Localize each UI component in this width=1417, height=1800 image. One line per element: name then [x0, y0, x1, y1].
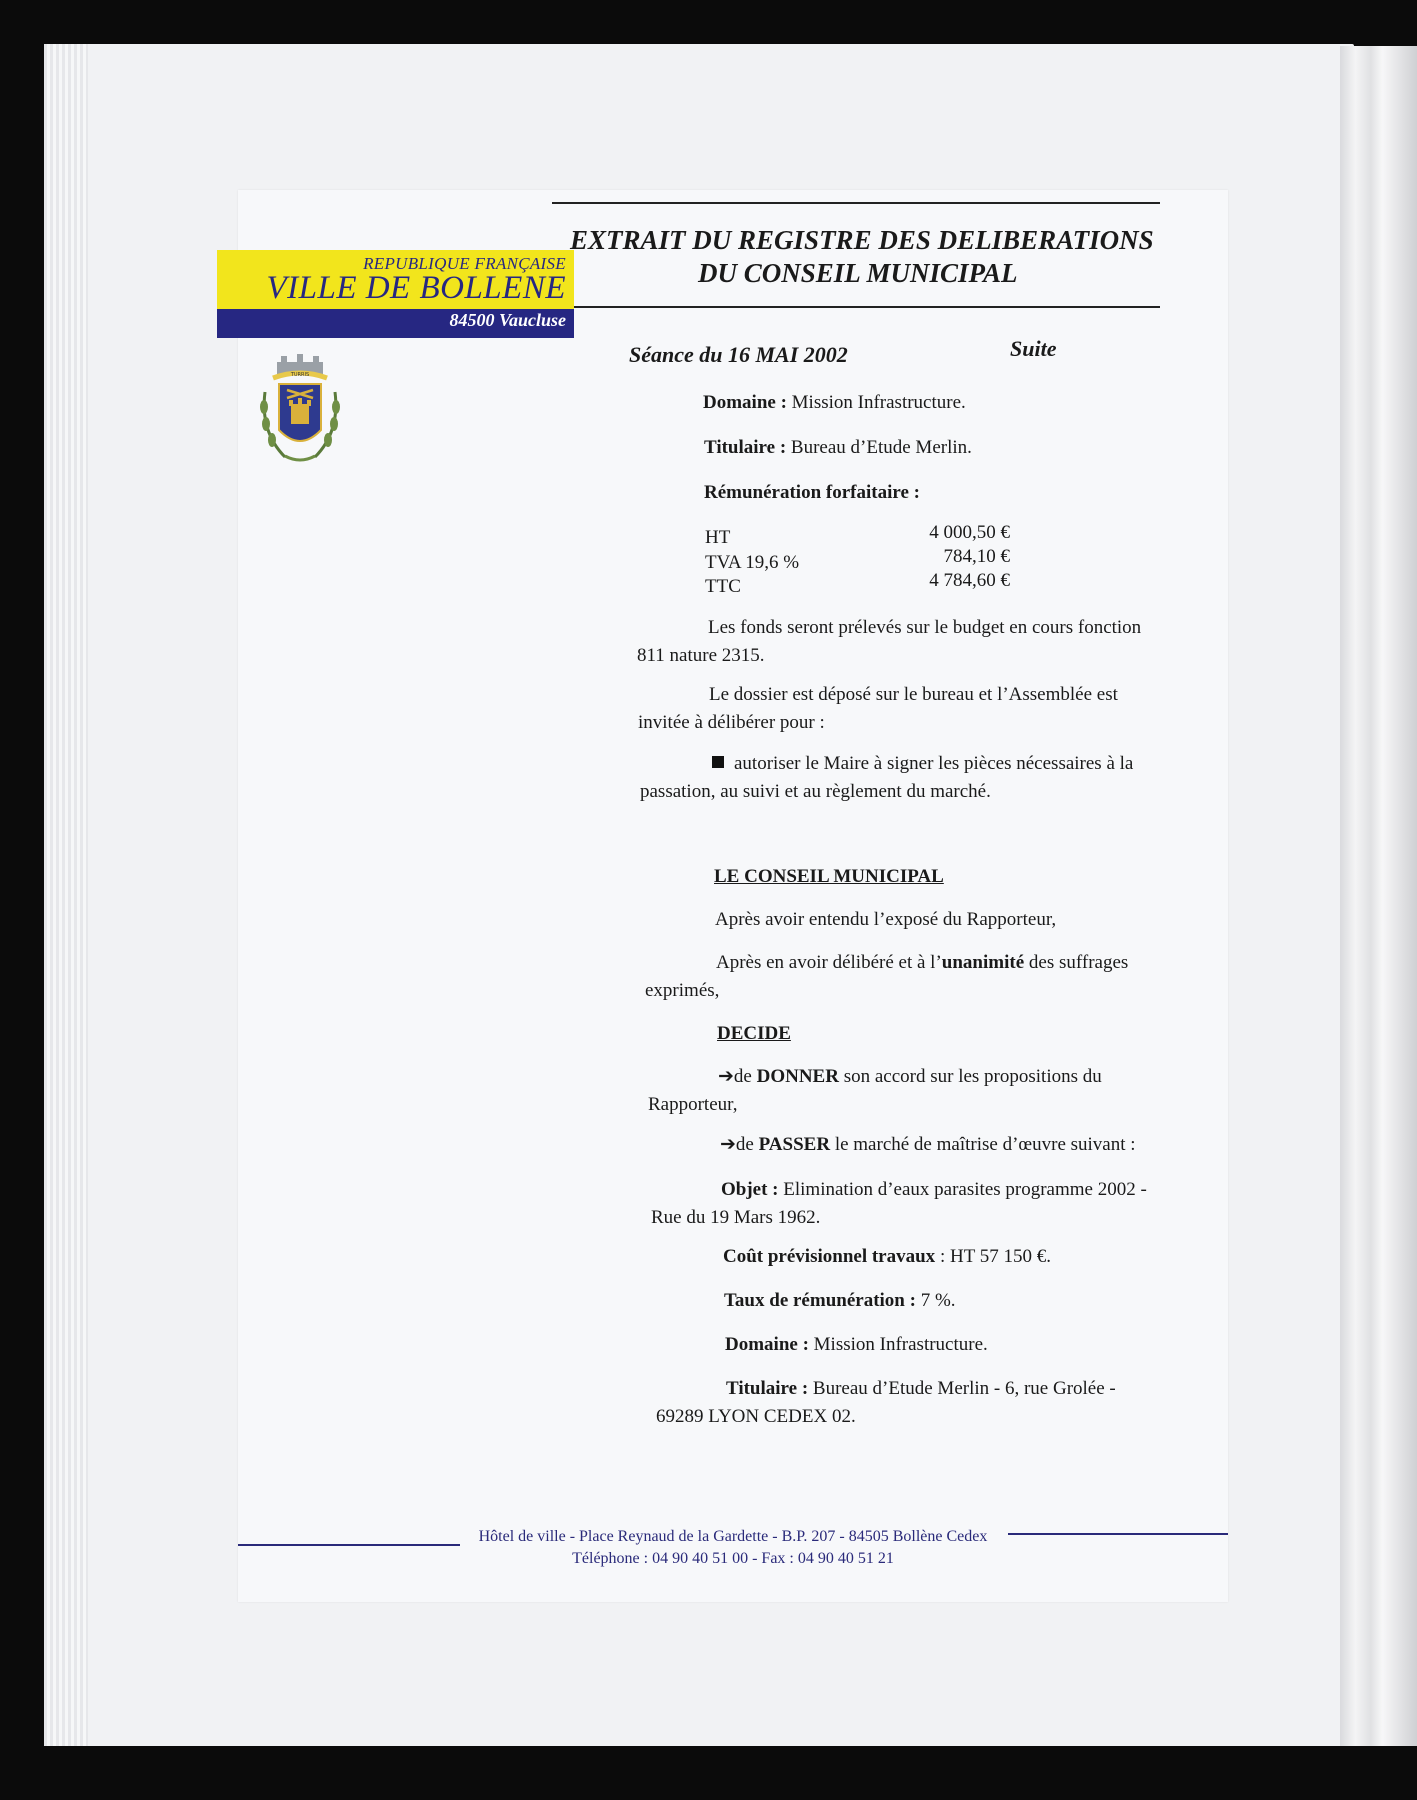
- autoriser-line2: passation, au suivi et au règlement du marché.: [640, 781, 991, 802]
- footer-address: Hôtel de ville - Place Reynaud de la Gardette - B.P. 207 - 84505 Bollène Cedex: [478, 1528, 988, 1545]
- document-title-line2: DU CONSEIL MUNICIPAL: [698, 258, 1018, 288]
- objet-line2: Rue du 19 Mars 1962.: [651, 1207, 821, 1228]
- titulaire-line-3: 69289 LYON CEDEX 02.: [656, 1406, 856, 1427]
- postal-code: 84500 Vaucluse: [449, 310, 566, 330]
- taux-line: Taux de rémunération : 7 %.: [724, 1290, 956, 1311]
- conseil-heading: LE CONSEIL MUNICIPAL: [714, 866, 944, 887]
- amount-value: 4 784,60 €: [929, 570, 1010, 591]
- book-right-edge: [1340, 46, 1417, 1746]
- suite-label: Suite: [1010, 336, 1057, 361]
- fonds-line1: Les fonds seront prélevés sur le budget en cours fonction: [708, 617, 1142, 638]
- amount-value: 4 000,50 €: [929, 522, 1010, 543]
- titulaire-line: Titulaire : Bureau d’Etude Merlin.: [704, 437, 972, 458]
- apres-expose: Après avoir entendu l’exposé du Rapporteur,: [715, 909, 1057, 930]
- cout-line: Coût prévisionnel travaux : HT 57 150 €.: [723, 1246, 1051, 1267]
- amount-label: TTC: [705, 576, 741, 597]
- city-crest-icon: [255, 352, 345, 468]
- republique-label: REPUBLIQUE FRANÇAISE: [363, 254, 566, 273]
- title-top-rule: [552, 202, 1160, 204]
- donner-line1: ➔de DONNER son accord sur les propositions du: [718, 1066, 1102, 1087]
- amount-label: HT: [705, 527, 731, 548]
- ville-name: VILLE DE BOLLENE: [266, 270, 566, 306]
- objet-line1: Objet : Elimination d’eaux parasites programme 2002 -: [721, 1179, 1147, 1200]
- crest-banner-text: TURRIS: [290, 372, 310, 378]
- remuneration-heading: Rémunération forfaitaire :: [704, 482, 920, 503]
- decide-heading: DECIDE: [717, 1023, 791, 1044]
- apres-delibere-line1: Après en avoir délibéré et à l’unanimité des suffrages: [716, 952, 1129, 973]
- page-stack-edges: [44, 44, 88, 1746]
- dossier-line2: invitée à délibérer pour :: [638, 712, 825, 733]
- apres-delibere-line2: exprimés,: [645, 980, 720, 1001]
- fonds-line2: 811 nature 2315.: [637, 645, 765, 666]
- seance-date: Séance du 16 MAI 2002: [629, 342, 848, 367]
- amount-label: TVA 19,6 %: [705, 552, 800, 573]
- domaine-line: Domaine : Mission Infrastructure.: [703, 392, 966, 413]
- document-title-line1: EXTRAIT DU REGISTRE DES DELIBERATIONS: [570, 225, 1154, 255]
- donner-line2: Rapporteur,: [648, 1094, 738, 1115]
- domaine-line-2: Domaine : Mission Infrastructure.: [725, 1334, 988, 1355]
- dossier-line1: Le dossier est déposé sur le bureau et l’Assemblée est: [709, 684, 1118, 705]
- amount-value: 784,10 €: [943, 546, 1010, 567]
- titulaire-line-2: Titulaire : Bureau d’Etude Merlin - 6, rue Grolée -: [726, 1378, 1116, 1399]
- footer-phone: Téléphone : 04 90 40 51 00 - Fax : 04 90 40 51 21: [572, 1550, 894, 1567]
- arrow-right-icon: ➔: [720, 1134, 736, 1155]
- autoriser-line1: autoriser le Maire à signer les pièces nécessaires à la: [712, 751, 1133, 776]
- arrow-right-icon: ➔: [718, 1066, 734, 1087]
- passer-line: ➔de PASSER le marché de maîtrise d’œuvre suivant :: [720, 1134, 1136, 1155]
- title-bottom-rule: [574, 306, 1160, 308]
- square-bullet-icon: [712, 756, 724, 768]
